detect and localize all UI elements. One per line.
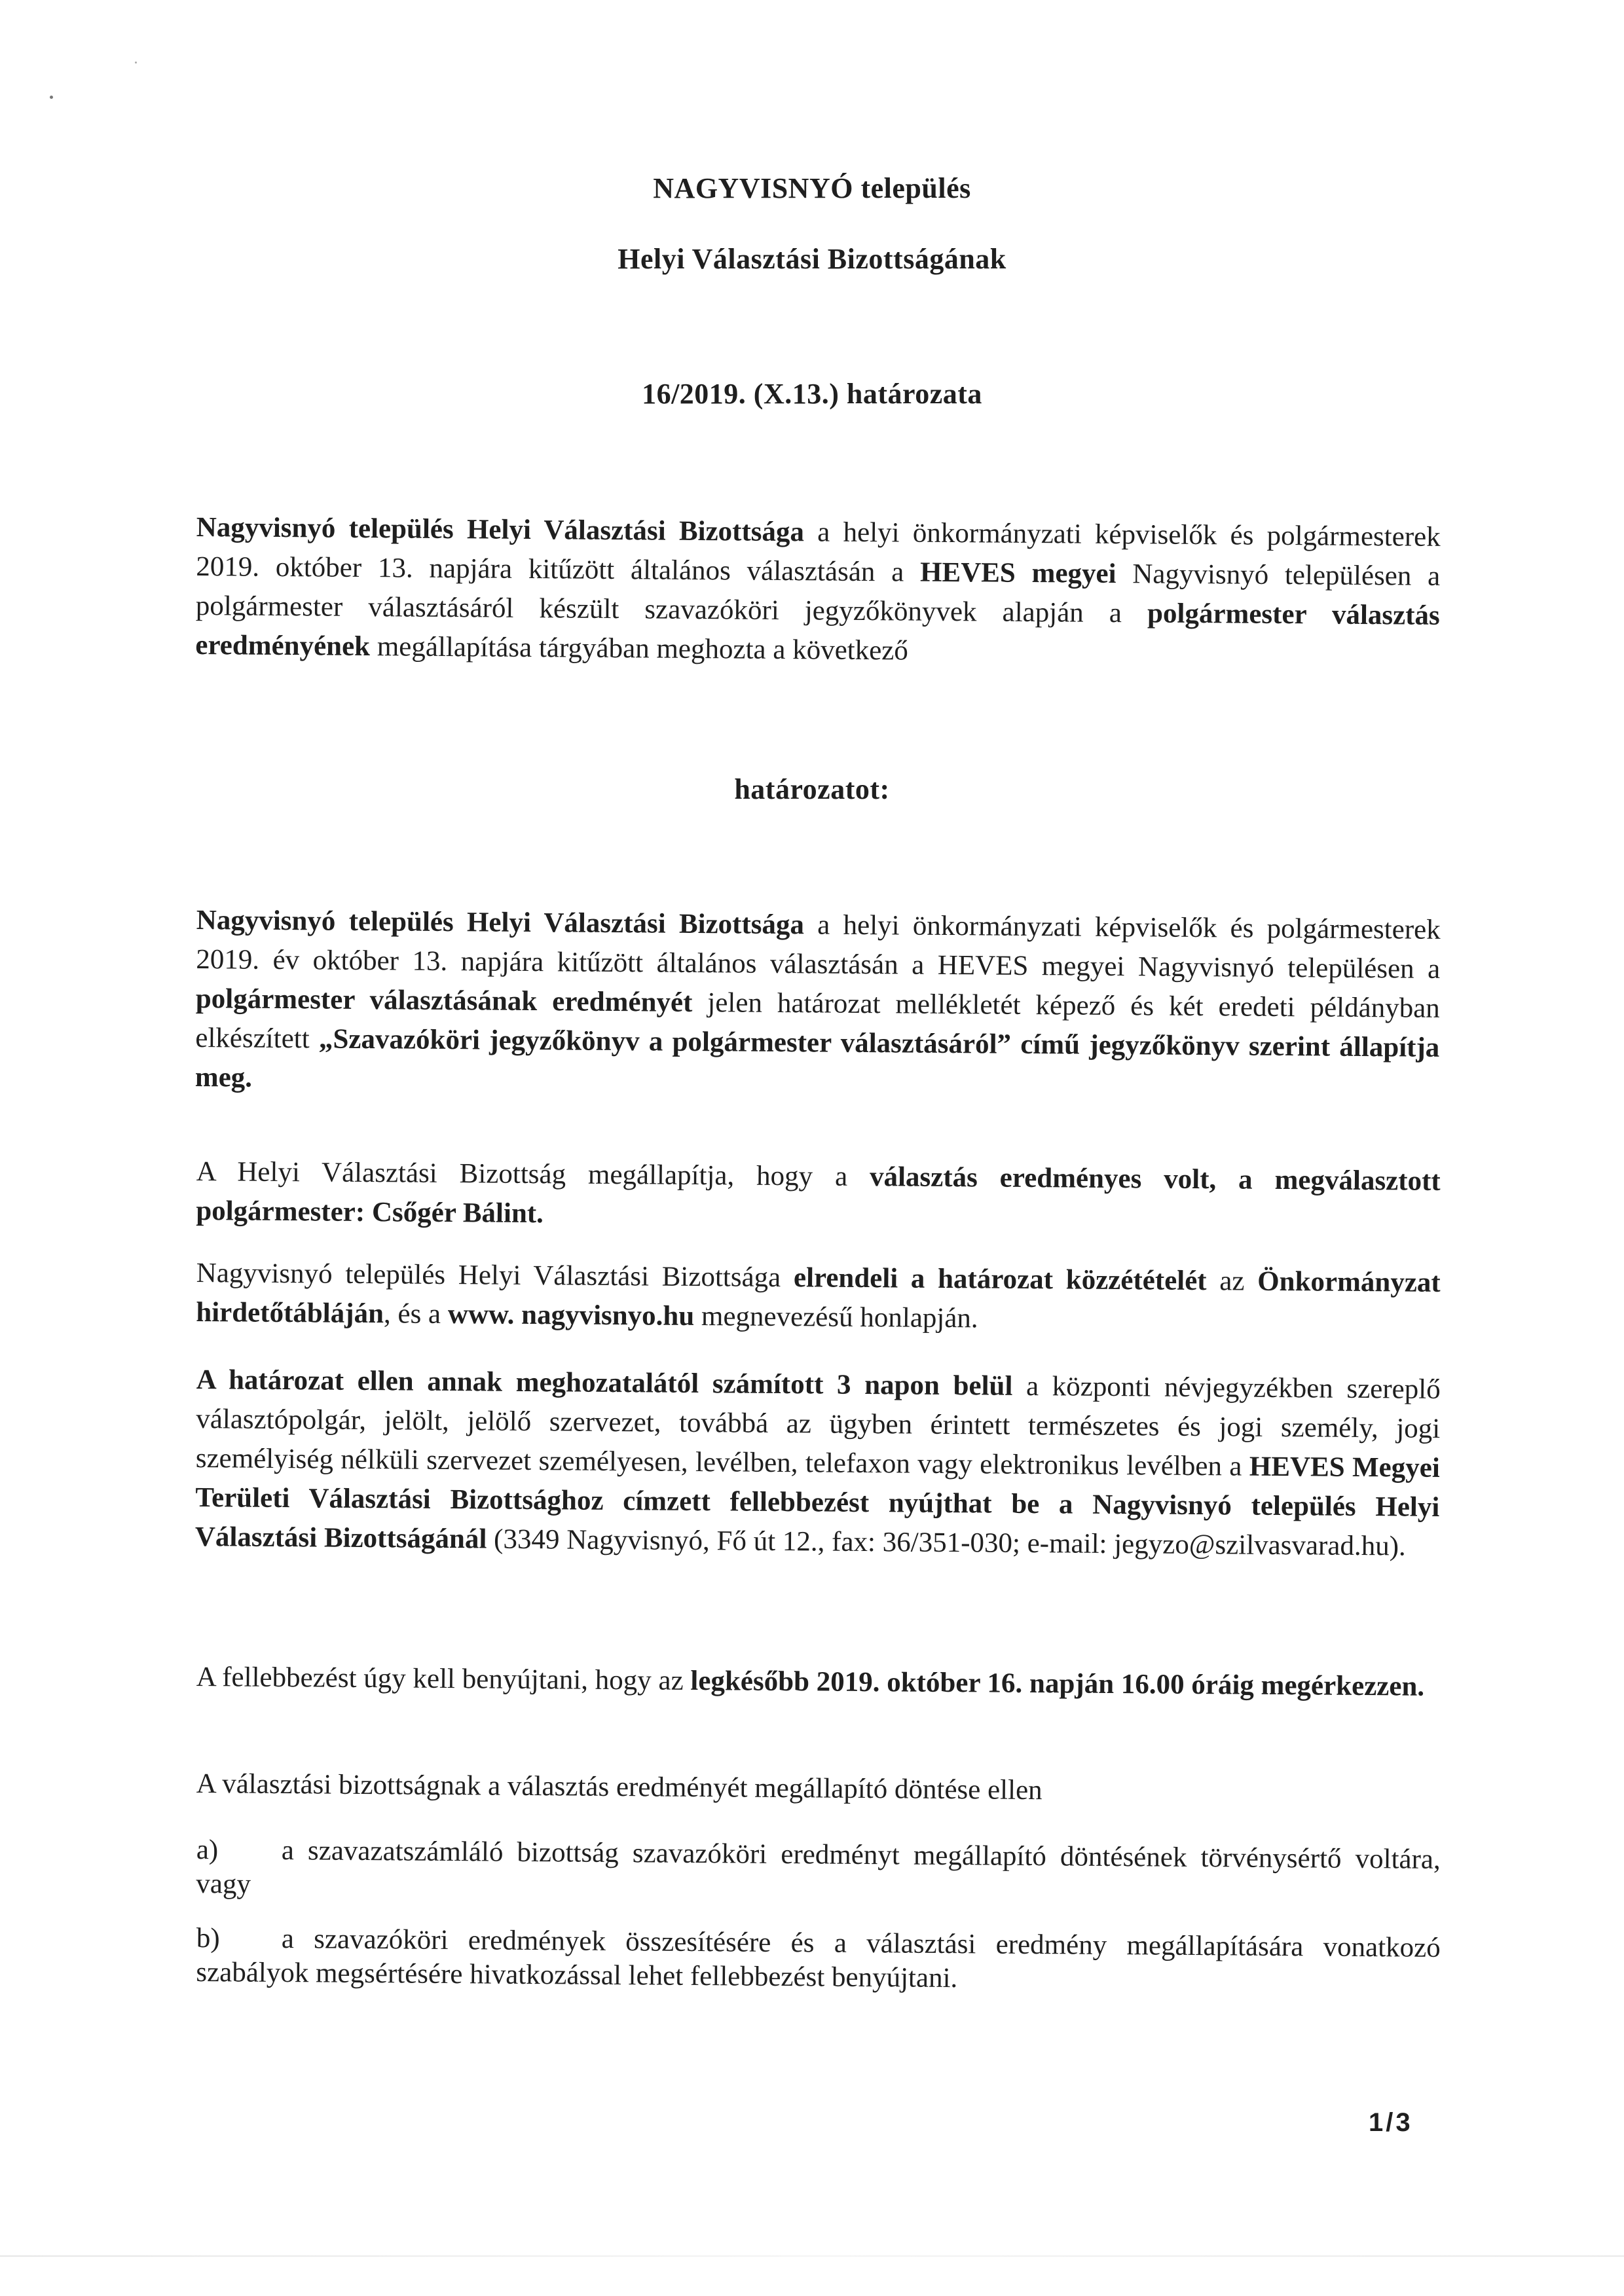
list-item-label: a) (196, 1834, 219, 1866)
scan-speck (135, 62, 137, 64)
grounds-intro-text: A választási bizottságnak a választás eredményét megállapító döntése ellen (196, 1768, 1043, 1806)
document-title-line1: NAGYVISNYÓ település (653, 172, 971, 204)
ground-item-a (196, 1833, 1441, 1911)
text-span: a központi névjegyzékben szereplő választópolgár, jelölt, jelölő szervezet, továbbá az ügyben érintett természetes és jogi személy, jogi személyiség nélküli szervezet személyesen, levélben, telefaxon vagy elektronikus levélben a (195, 1370, 1441, 1482)
text-span: a helyi önkormányzati képviselők és polgármesterek 2019. október 13. napjára kitűzött általános választásán a (196, 517, 1441, 588)
text-span: megnevezésű honlapján. (694, 1300, 978, 1334)
grounds-intro (196, 1764, 1441, 1813)
minutes-title-bold: „Szavazóköri jegyzőkönyv a polgármester választásáról” című jegyzőkönyv szerint állapítja meg. (194, 1023, 1440, 1093)
notice-board: Önkormányzat hirdetőtábláján (196, 1266, 1441, 1330)
list-item-label: b) (196, 1923, 220, 1954)
county-name: HEVES megyei (919, 556, 1116, 590)
deadline-bold: legkésőbb 2019. október 16. napján 16.00 óráig megérkezzen. (690, 1665, 1425, 1702)
appeal-deadline-bold: A határozat ellen annak meghozatalától számított 3 napon belül (196, 1364, 1013, 1402)
decision-paragraph (195, 901, 1441, 1107)
committee-name: Nagyvisnyó település Helyi Választási Bizottsága (196, 904, 805, 941)
intro-paragraph (195, 508, 1441, 675)
deadline-paragraph (196, 1658, 1441, 1707)
result-paragraph (196, 1152, 1441, 1241)
appeal-recipient-bold: HEVES Megyei Területi Választási Bizottsághoz címzett fellebbezést nyújthat be a Nagyvisnyó település Helyi Választási Bizottságánál (194, 1451, 1440, 1555)
ground-item-b (196, 1922, 1441, 1999)
text-span: megállapítása tárgyában meghozta a következő (369, 631, 909, 666)
list-item-text: a szavazóköri eredmények összesítésére és a választási eredmény megállapítására vonatkozó szabályok megsértésére hivatkozással lehet fellebbezést benyújtani. (196, 1923, 1441, 1994)
document-title-line2: Helyi Választási Bizottságának (618, 243, 1006, 275)
elected-mayor: választás eredményes volt, a megválasztott polgármester: Csőgér Bálint. (196, 1161, 1441, 1230)
result-bold: polgármester választásának eredményét (195, 983, 693, 1018)
page-number: 1/3 (1369, 2108, 1413, 2137)
publication-order: elrendeli a határozat közzétételét (793, 1262, 1207, 1297)
subject-bold: polgármester választás eredményének (195, 598, 1440, 663)
decision-heading: határozatot: (734, 773, 890, 805)
text-span: a helyi önkormányzati képviselők és polgármesterek 2019. év október 13. napjára kitűzött általános választásán a HEVES megyei Nagyvisnyó településen a (196, 909, 1441, 985)
appeal-paragraph (195, 1360, 1441, 1567)
text-span: Nagyvisnyó településen a polgármester választásáról készült szavazóköri jegyzőkönyvek alapján a (195, 558, 1441, 629)
committee-name: Nagyvisnyó település Helyi Választási Bizottsága (196, 511, 805, 548)
list-item-text: a szavazatszámláló bizottság szavazóköri eredményt megállapító döntésének törvénysértő voltára, vagy (196, 1835, 1441, 1900)
text-span: , és a (383, 1298, 449, 1330)
website-link[interactable]: www. nagyvisnyo.hu (447, 1299, 695, 1332)
text-span: Nagyvisnyó település Helyi Választási Bizottsága (196, 1257, 794, 1294)
text-span: A Helyi Választási Bizottság megállapítja, hogy a (196, 1156, 870, 1193)
publication-paragraph (196, 1254, 1441, 1342)
scan-edge (0, 2255, 1624, 2257)
scan-speck (50, 96, 53, 99)
contact-details: (3349 Nagyvisnyó, Fő út 12., fax: 36/351-030; e-mail: jegyzo@szilvasvarad.hu). (487, 1523, 1406, 1562)
text-span: jelen határozat mellékletét képező és két eredeti példányban elkészített (195, 987, 1440, 1055)
text-span: A fellebbezést úgy kell benyújtani, hogy az (196, 1661, 691, 1696)
resolution-number: 16/2019. (X.13.) határozata (642, 378, 982, 410)
text-span: az (1206, 1266, 1258, 1297)
